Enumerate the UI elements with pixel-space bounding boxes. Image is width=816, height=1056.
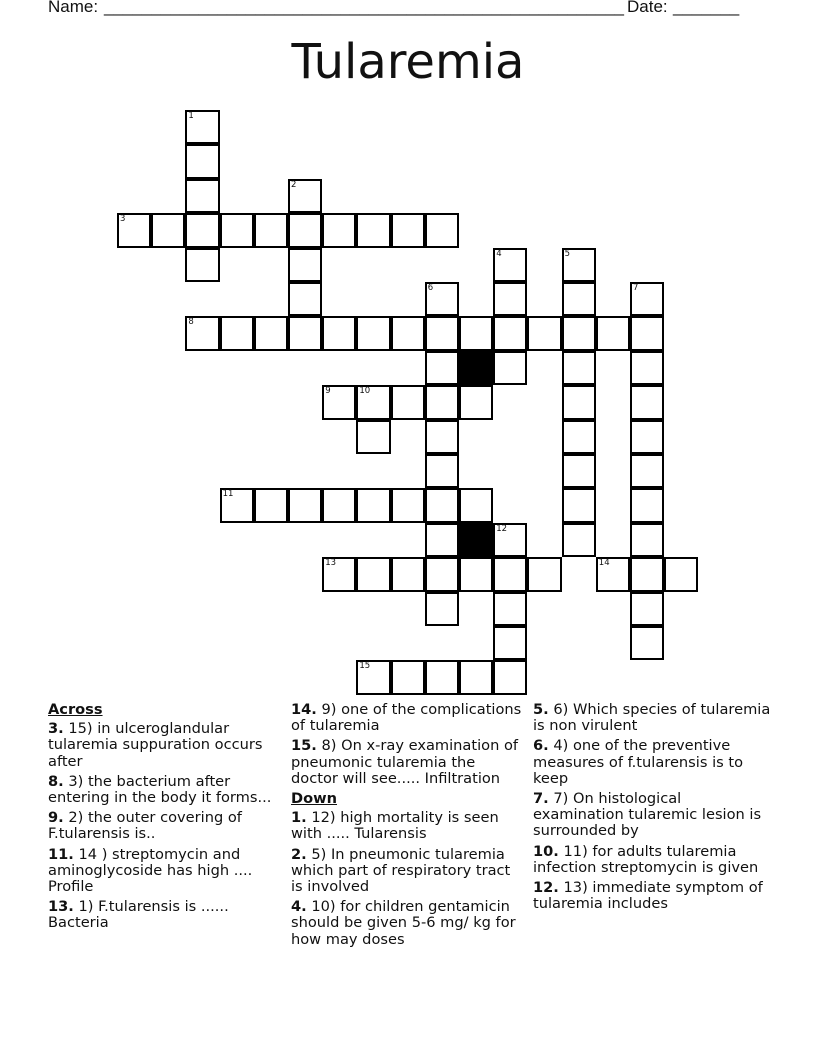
grid-cell[interactable] <box>630 454 664 488</box>
grid-cell[interactable] <box>562 351 596 385</box>
grid-cell[interactable] <box>630 420 664 454</box>
grid-cell[interactable] <box>322 316 356 350</box>
clue-label-number: 14. <box>291 701 317 718</box>
clue-number: 7 <box>633 283 639 293</box>
clue-label-number: 9. <box>48 809 64 827</box>
clues-column-1 <box>48 702 276 936</box>
grid-cell[interactable] <box>630 316 664 350</box>
grid-cell[interactable] <box>254 316 288 350</box>
grid-cell[interactable] <box>459 557 493 591</box>
grid-cell[interactable] <box>425 420 459 454</box>
grid-cell[interactable] <box>322 385 356 419</box>
grid-cell[interactable] <box>322 557 356 591</box>
grid-cell[interactable] <box>254 488 288 522</box>
grid-cell[interactable] <box>425 454 459 488</box>
clue-text: 7) On histological examination tularemic lesion is surrounded by <box>533 790 762 840</box>
grid-cell[interactable] <box>527 557 561 591</box>
grid-cell[interactable] <box>185 213 219 247</box>
clue-label-number: 13. <box>48 898 74 916</box>
grid-cell[interactable] <box>254 213 288 247</box>
grid-cell[interactable] <box>288 488 322 522</box>
clue <box>533 880 773 912</box>
clue-text: 13) immediate symptom of tularemia includes <box>533 879 763 913</box>
clue-text: 12) high mortality is seen with ..... Tularensis <box>291 809 499 843</box>
clue <box>533 791 773 840</box>
clue-label-number: 1. <box>291 809 307 827</box>
black-cell <box>459 523 493 557</box>
grid-cell[interactable] <box>459 488 493 522</box>
clue-number: 2 <box>291 179 297 190</box>
clue-label-number: 7. <box>533 790 549 808</box>
clue-number: 5 <box>564 248 571 259</box>
clue-text: 8) On x-ray examination of pneumonic tularemia the doctor will see..... Infiltration <box>291 737 519 787</box>
clue-text: 15) in ulceroglandular tularemia suppuration occurs after <box>48 720 263 770</box>
grid-cell[interactable] <box>493 282 527 316</box>
date-label: Date: <box>627 0 668 16</box>
grid-cell[interactable] <box>630 557 664 591</box>
grid-cell[interactable] <box>493 523 527 557</box>
grid-cell[interactable] <box>288 316 322 350</box>
across-heading: Across <box>48 701 103 718</box>
clue-number: 11 <box>222 489 234 500</box>
clue-number: 4 <box>496 248 502 259</box>
clue-text: 1) F.tularensis is ...... Bacteria <box>48 898 229 932</box>
clue <box>48 721 276 770</box>
grid-cell[interactable] <box>288 248 322 282</box>
clue-text: 14 ) streptomycin and aminoglycoside has high .... Profile <box>48 845 253 896</box>
clue <box>291 847 526 896</box>
grid-cell[interactable] <box>185 248 219 282</box>
clue-number: 15 <box>359 661 371 672</box>
grid-cell[interactable] <box>425 282 459 316</box>
grid-cell[interactable] <box>630 626 664 660</box>
grid-cell[interactable] <box>527 316 561 350</box>
clue-number: 3 <box>120 214 126 225</box>
clue <box>291 899 526 948</box>
clue-label-number: 4. <box>291 898 307 916</box>
clue-label-number: 12. <box>533 879 559 897</box>
clue-label-number: 5. <box>533 701 549 718</box>
grid-cell[interactable] <box>630 282 664 316</box>
grid-cell[interactable] <box>356 420 390 454</box>
grid-cell[interactable] <box>459 316 493 350</box>
grid-cell[interactable] <box>630 385 664 419</box>
grid-cell[interactable] <box>425 351 459 385</box>
clue <box>533 738 773 787</box>
grid-cell[interactable] <box>391 316 425 350</box>
grid-cell[interactable] <box>185 179 219 213</box>
clue-label-number: 11. <box>48 845 74 863</box>
clue-number: 12 <box>496 523 508 534</box>
grid-cell[interactable] <box>356 660 390 694</box>
grid-cell[interactable] <box>562 523 596 557</box>
grid-cell[interactable] <box>493 557 527 591</box>
grid-cell[interactable] <box>356 385 390 419</box>
grid-cell[interactable] <box>630 592 664 626</box>
clue-text: 11) for adults tularemia infection streptomycin is given <box>533 842 759 876</box>
grid-cell[interactable] <box>562 282 596 316</box>
grid-cell[interactable] <box>185 110 219 144</box>
grid-cell[interactable] <box>322 488 356 522</box>
grid-cell[interactable] <box>220 316 254 350</box>
grid-cell[interactable] <box>562 454 596 488</box>
grid-cell[interactable] <box>220 213 254 247</box>
clue-number: 9 <box>325 386 331 397</box>
grid-cell[interactable] <box>391 385 425 419</box>
grid-cell[interactable] <box>391 213 425 247</box>
grid-cell[interactable] <box>596 557 630 591</box>
grid-cell[interactable] <box>493 626 527 660</box>
clue <box>48 847 276 896</box>
clue <box>48 774 276 806</box>
clue-label-number: 10. <box>533 842 559 860</box>
grid-cell[interactable] <box>596 316 630 350</box>
clue <box>533 702 773 734</box>
clue-number: 1 <box>188 111 194 121</box>
grid-cell[interactable] <box>493 351 527 385</box>
grid-cell[interactable] <box>562 316 596 350</box>
clue-label-number: 3. <box>48 720 64 738</box>
clue-label-number: 2. <box>291 845 307 863</box>
clue-text: 4) one of the preventive measures of f.tularensis is to keep <box>533 737 744 787</box>
grid-cell[interactable] <box>630 523 664 557</box>
grid-cell[interactable] <box>562 420 596 454</box>
grid-cell[interactable] <box>185 144 219 178</box>
grid-cell[interactable] <box>391 557 425 591</box>
grid-cell[interactable] <box>425 213 459 247</box>
grid-cell[interactable] <box>425 557 459 591</box>
grid-cell[interactable] <box>425 316 459 350</box>
grid-cell[interactable] <box>425 488 459 522</box>
grid-cell[interactable] <box>493 248 527 282</box>
grid-cell[interactable] <box>356 488 390 522</box>
grid-cell[interactable] <box>493 660 527 694</box>
grid-cell[interactable] <box>425 523 459 557</box>
grid-cell[interactable] <box>664 557 698 591</box>
clue-label-number: 15. <box>291 737 317 755</box>
grid-cell[interactable] <box>425 660 459 694</box>
grid-cell[interactable] <box>356 557 390 591</box>
down-heading: Down <box>291 790 338 808</box>
clue-label-number: 6. <box>533 737 549 755</box>
clue-label-number: 8. <box>48 772 64 790</box>
clues-column-2 <box>291 702 526 952</box>
clue <box>291 702 526 734</box>
clues-column-3 <box>533 702 773 916</box>
grid-cell[interactable] <box>630 488 664 522</box>
clue-number: 14 <box>598 558 610 569</box>
grid-cell[interactable] <box>220 488 254 522</box>
date-field[interactable]: _______ <box>673 0 740 16</box>
black-cell <box>459 351 493 385</box>
grid-cell[interactable] <box>288 213 322 247</box>
grid-cell[interactable] <box>288 179 322 213</box>
grid-cell[interactable] <box>322 213 356 247</box>
grid-cell[interactable] <box>288 282 322 316</box>
grid-cell[interactable] <box>630 351 664 385</box>
name-label: Name: <box>48 0 99 16</box>
grid-cell[interactable] <box>459 385 493 419</box>
clue-number: 8 <box>188 317 194 328</box>
grid-cell[interactable] <box>425 385 459 419</box>
clue <box>291 810 526 842</box>
clue-number: 6 <box>427 283 434 293</box>
grid-cell[interactable] <box>562 488 596 522</box>
clue <box>533 844 773 876</box>
clue <box>48 899 276 931</box>
clue <box>291 738 526 787</box>
grid-cell[interactable] <box>391 660 425 694</box>
name-field[interactable]: _______________________________________________________ <box>104 0 625 16</box>
grid-cell[interactable] <box>425 592 459 626</box>
clue-text: 6) Which species of tularemia is non virulent <box>533 701 771 735</box>
grid-cell[interactable] <box>185 316 219 350</box>
grid-cell[interactable] <box>493 592 527 626</box>
grid-cell[interactable] <box>356 213 390 247</box>
puzzle-title: Tularemia <box>291 34 525 90</box>
grid-cell[interactable] <box>493 316 527 350</box>
clue-text: 5) In pneumonic tularemia which part of respiratory tract is involved <box>291 845 511 896</box>
clue-text: 3) the bacterium after entering in the body it forms... <box>48 772 272 807</box>
grid-cell[interactable] <box>356 316 390 350</box>
clue <box>48 810 276 842</box>
grid-cell[interactable] <box>562 248 596 282</box>
clue-text: 10) for children gentamicin should be given 5-6 mg/ kg for how may doses <box>291 898 516 948</box>
grid-cell[interactable] <box>391 488 425 522</box>
clue-number: 13 <box>325 558 337 569</box>
grid-cell[interactable] <box>151 213 185 247</box>
clue-number: 10 <box>359 386 371 397</box>
grid-cell[interactable] <box>459 660 493 694</box>
clue-text: 9) one of the complications of tularemia <box>291 701 522 735</box>
grid-cell[interactable] <box>562 385 596 419</box>
clue-text: 2) the outer covering of F.tularensis is.. <box>48 809 242 843</box>
grid-cell[interactable] <box>117 213 151 247</box>
